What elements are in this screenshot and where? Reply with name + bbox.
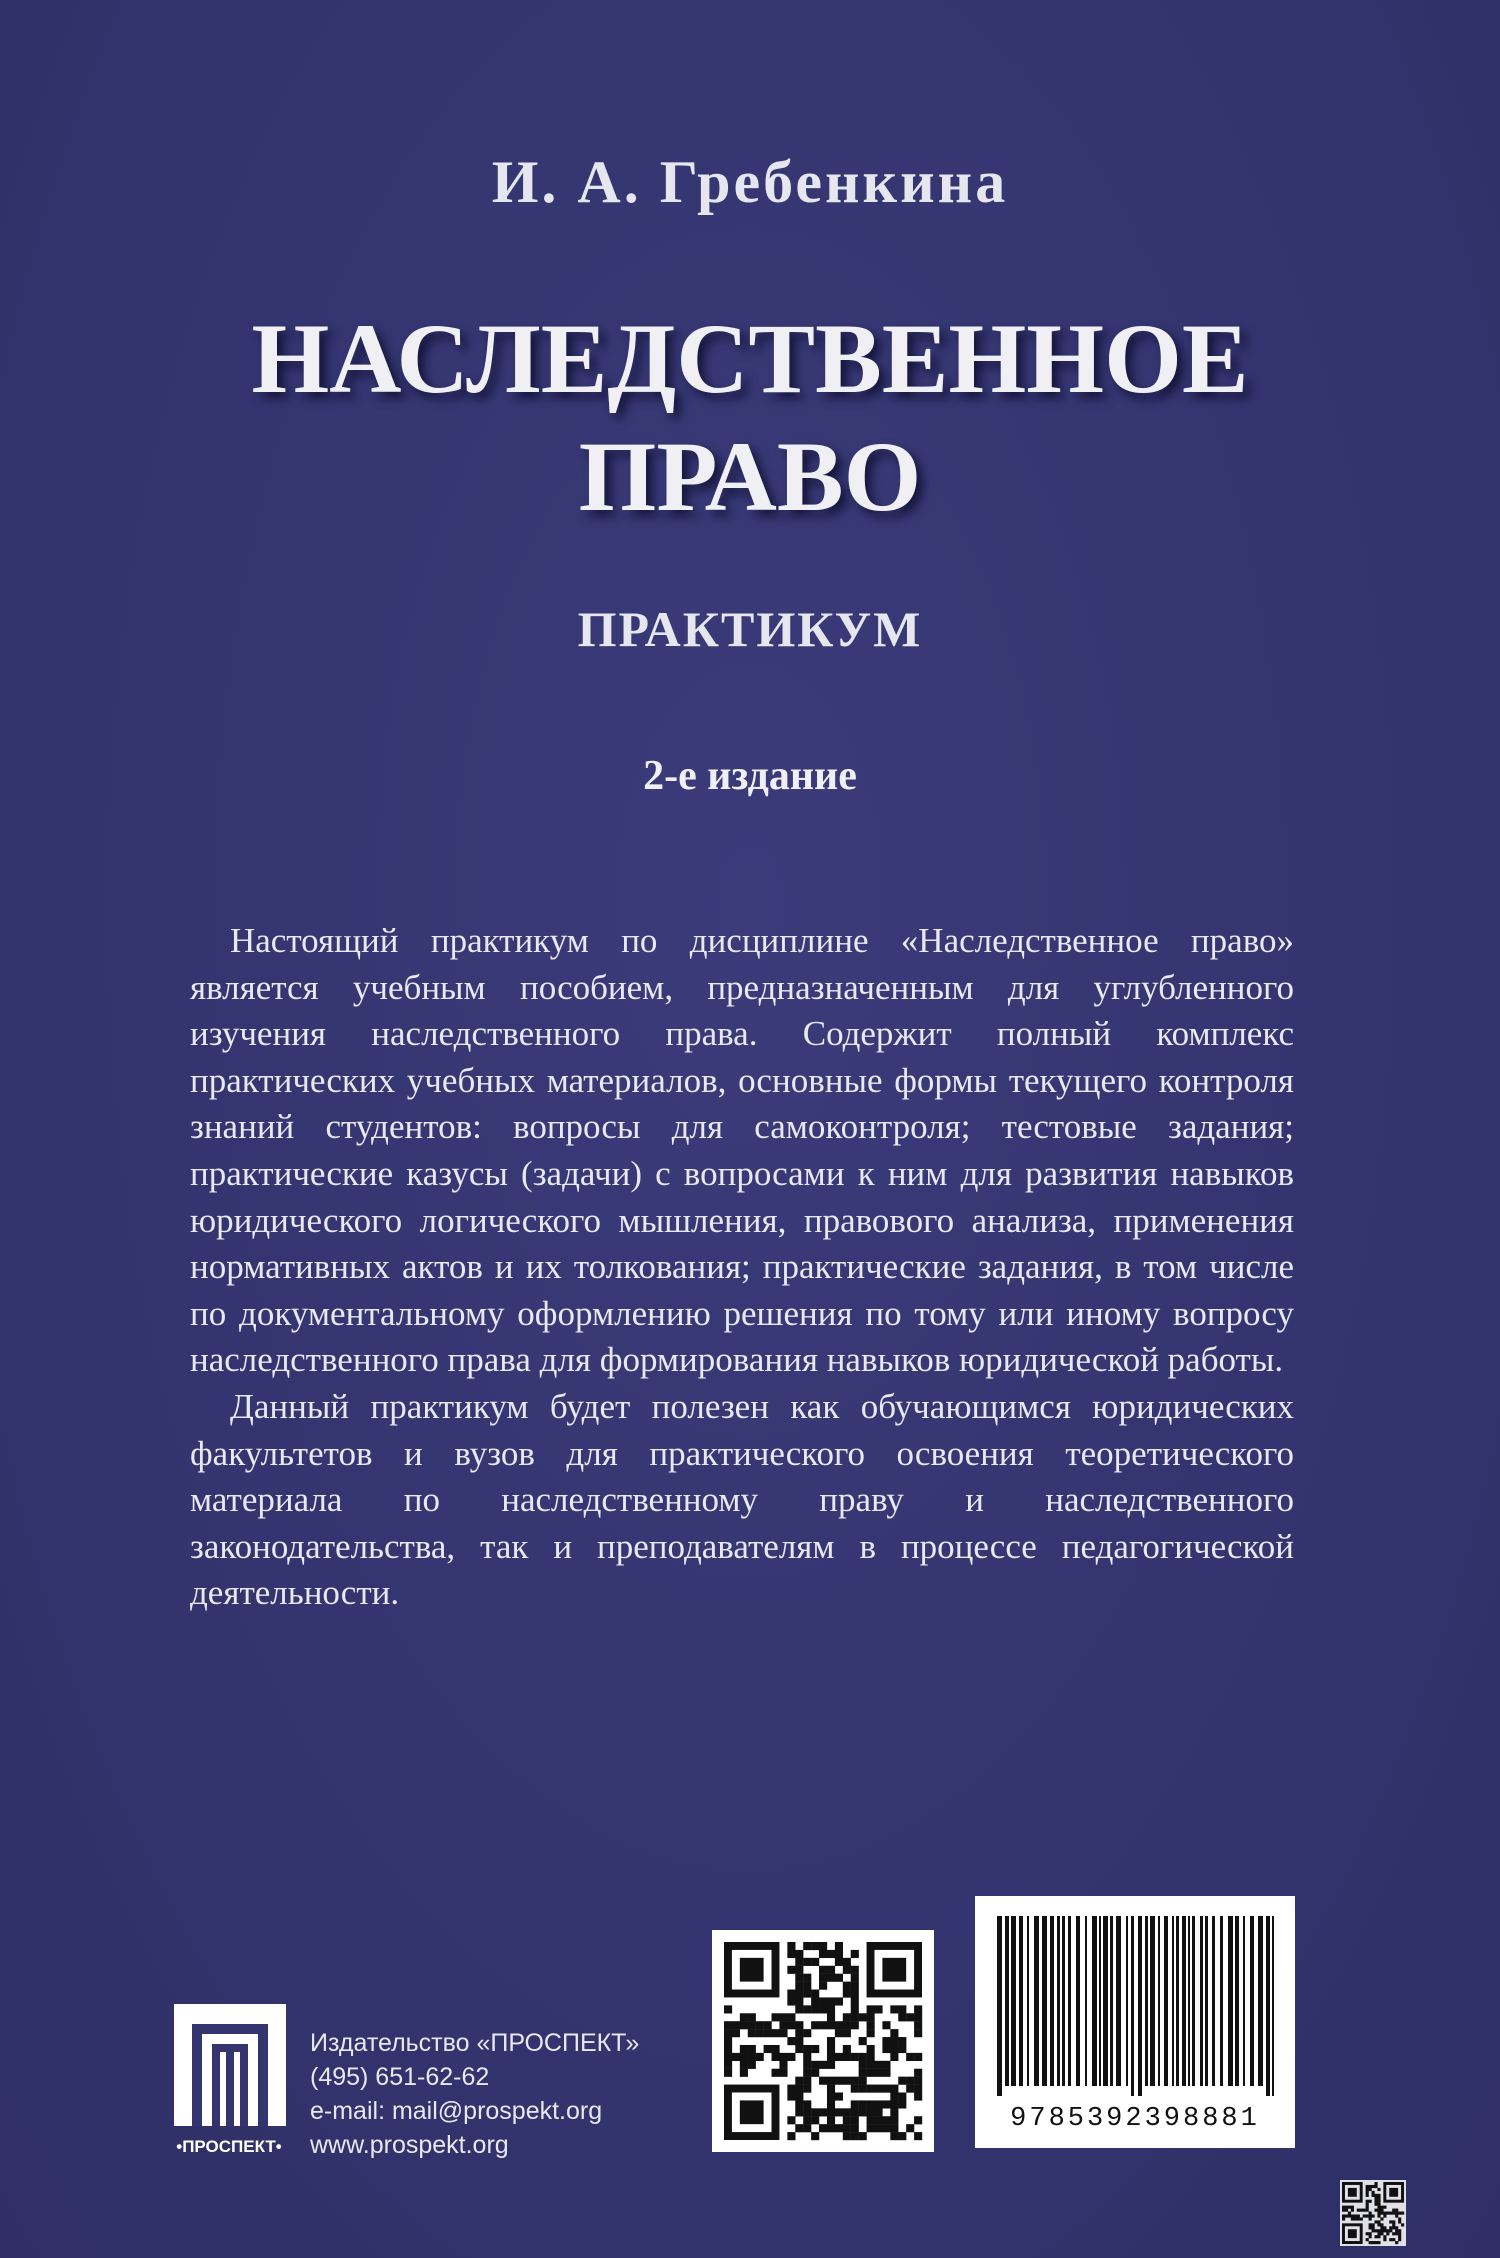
prospekt-logo-icon (162, 2002, 297, 2160)
publisher-website: www.prospekt.org (310, 2131, 509, 2159)
book-annotation (190, 918, 1294, 1617)
author-name: И. А. Гребенкина (491, 149, 1009, 215)
edition-label: 2-е издание (643, 753, 857, 799)
logo-caption: •ПРОСПЕКТ• (176, 2137, 282, 2156)
publisher-phone: (495) 651-62-62 (310, 2063, 490, 2091)
qr-code (712, 1930, 934, 2152)
qr-code-icon (712, 1930, 934, 2152)
publisher-email: e-mail: mail@prospekt.org (310, 2097, 603, 2125)
publisher-name: Издательство «ПРОСПЕКТ» (310, 2029, 640, 2057)
annotation-paragraph-2: Данный практикум будет полезен как обучающимся юридических факультетов и вузов для практического освоения теоретического материала по наследственному праву и наследственного законодательства, так и преподавателям в процессе педагогической деятельности. (190, 1386, 1294, 1613)
book-title (0, 300, 1500, 536)
barcode-icon (975, 1896, 1295, 2096)
title-line-2: ПРАВО (578, 421, 922, 532)
title-line-1: НАСЛЕДСТВЕННОЕ (251, 303, 1249, 414)
barcode-number: 9785392398881 (1010, 2104, 1260, 2134)
annotation-paragraph-1: Настоящий практикум по дисциплине «Наследственное право» является учебным пособием, предназначенным для углубленного изучения наследственного права. Содержит полный комплекс практических учебных материалов, основные формы текущего контроля знаний студентов: вопросы для самоконтроля; тестовые задания; практические казусы (задачи) с вопросами к ним для развития навыков юридического логического мышления, правового анализа, применения нормативных актов и их толкования; практические задания, в том числе по документальному оформлению решения по тому или иному вопросу наследственного права для формирования навыков юридической работы. (190, 921, 1294, 1380)
publisher-contacts (310, 2026, 639, 2162)
isbn-barcode (975, 1896, 1295, 2148)
book-subtitle: ПРАКТИКУМ (577, 601, 923, 657)
small-qr-code-icon (1340, 2180, 1406, 2246)
